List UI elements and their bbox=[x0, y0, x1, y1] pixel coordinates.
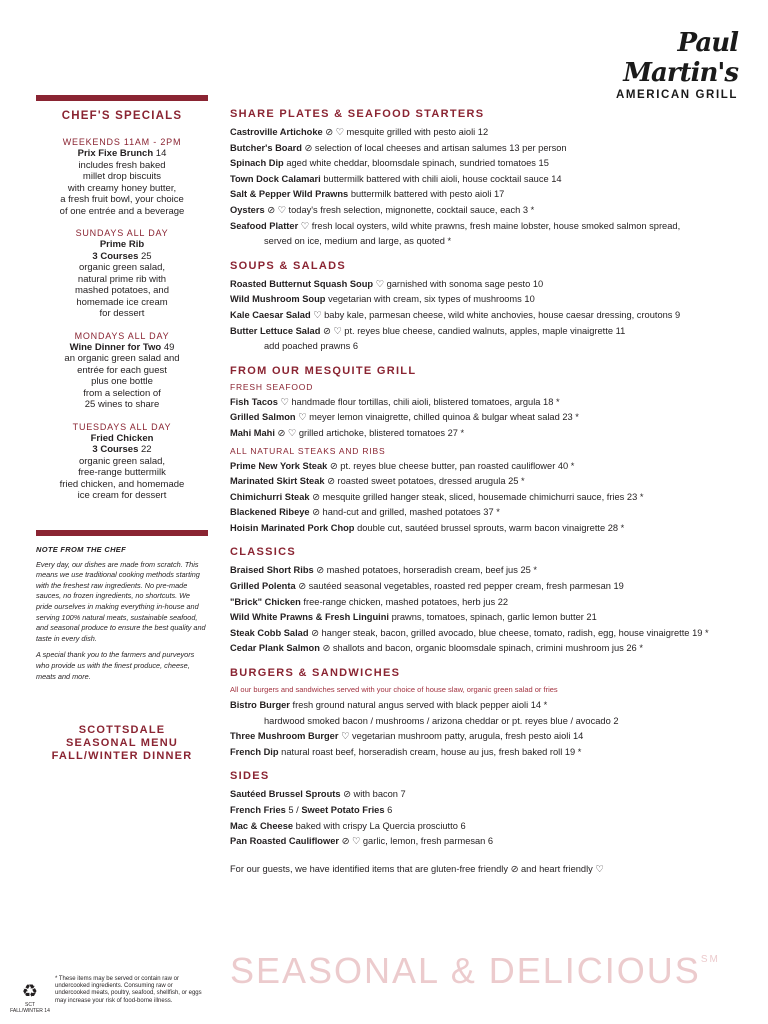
menu-item bbox=[230, 395, 750, 411]
menu-item-name: Blackened Ribeye bbox=[230, 507, 310, 518]
menu-item bbox=[230, 521, 750, 537]
menu-item-diet-icons: ♡ bbox=[338, 731, 352, 742]
menu-item-diet-icons: ⊘ bbox=[324, 476, 338, 487]
special-desc-line: fried chicken, and homemade bbox=[59, 478, 185, 490]
menu-item-description: with bacon 7 bbox=[353, 789, 406, 800]
menu-item-description: hanger steak, bacon, grilled avocado, blue cheese, tomato, radish, egg, house vinaigrette 19 * bbox=[321, 627, 709, 638]
menu-item bbox=[230, 595, 750, 611]
top-divider bbox=[36, 95, 208, 101]
menu-item-description: 6 bbox=[384, 805, 393, 815]
special-when: TUESDAYS ALL DAY bbox=[72, 421, 172, 432]
special-desc-line: mashed potatoes, and bbox=[74, 285, 169, 296]
chef-note-thanks: A special thank you to the farmers and purveyors who provide us with the finest produce, cheese, meats and more. bbox=[36, 650, 195, 681]
menu-item-name: Grilled Salmon bbox=[230, 412, 296, 423]
menu-item-name: Butter Lettuce Salad bbox=[230, 325, 321, 336]
special-item bbox=[36, 227, 208, 320]
special-courses: 3 Courses bbox=[92, 444, 139, 455]
section-title-grill: FROM OUR MESQUITE GRILL bbox=[230, 364, 417, 377]
menu-item-name: Kale Caesar Salad bbox=[230, 309, 311, 320]
mid-divider bbox=[36, 530, 208, 536]
section-title-sides: SIDES bbox=[230, 770, 270, 783]
menu-item-name: Town Dock Calamari bbox=[230, 173, 321, 184]
chef-note-title: NOTE FROM THE CHEF bbox=[36, 545, 126, 554]
menu-item-continuation: add poached prawns 6 bbox=[264, 341, 359, 352]
menu-item bbox=[230, 203, 750, 219]
menu-item-description: natural roast beef, horseradish cream, house au jus, fresh baked roll 19 * bbox=[281, 746, 582, 757]
menu-item-name: Oysters bbox=[230, 204, 265, 215]
menu-item-name: Sautéed Brussel Sprouts bbox=[230, 789, 341, 800]
special-when: MONDAYS ALL DAY bbox=[74, 330, 170, 341]
service-mark: SM bbox=[700, 954, 720, 965]
menu-item bbox=[230, 698, 750, 714]
seafood-list bbox=[230, 395, 750, 442]
chef-note bbox=[36, 545, 208, 688]
menu-item-name: Grilled Polenta bbox=[230, 581, 296, 592]
recycle-badge bbox=[8, 982, 52, 1014]
menu-item-description: vegetarian mushroom patty, arugula, fresh pesto aioli 14 bbox=[352, 731, 584, 742]
seasonal-menu-label bbox=[36, 724, 208, 763]
menu-item-description: hand-cut and grilled, mashed potatoes 37 * bbox=[322, 507, 500, 518]
recycle-label: SCT bbox=[25, 1002, 35, 1008]
subsection-fresh-seafood: FRESH SEAFOOD bbox=[230, 381, 314, 392]
section-title-starters: SHARE PLATES & SEAFOOD STARTERS bbox=[230, 108, 485, 120]
menu-item bbox=[230, 819, 750, 835]
menu-item-name: Seafood Platter bbox=[230, 220, 299, 231]
special-name-row bbox=[36, 433, 208, 445]
menu-item-name: French Dip bbox=[230, 746, 279, 757]
menu-item bbox=[230, 641, 750, 657]
menu-item bbox=[230, 505, 750, 521]
main-menu bbox=[230, 108, 750, 876]
menu-item-description: shallots and bacon, organic bloomsdale spinach, crimini mushroom jus 26 * bbox=[332, 643, 643, 654]
special-desc-line: from a selection of bbox=[83, 387, 161, 399]
menu-item bbox=[230, 745, 750, 761]
menu-item-diet-icons: ⊘ bbox=[340, 789, 354, 800]
menu-item bbox=[230, 610, 750, 626]
menu-item-name: Wild Mushroom Soup bbox=[230, 294, 326, 305]
tagline-text: SEASONAL & DELICIOUS bbox=[230, 950, 701, 991]
burgers-note: All our burgers and sandwiches served with your choice of house slaw, organic green salad or fries bbox=[230, 685, 558, 695]
special-desc-line: homemade ice cream bbox=[76, 296, 168, 308]
menu-item bbox=[230, 787, 750, 803]
special-desc-line: 25 wines to share bbox=[84, 399, 160, 410]
logo-subtitle: AMERICAN GRILL bbox=[615, 89, 738, 101]
menu-item-name: Steak Cobb Salad bbox=[230, 627, 309, 638]
seasonal-line: SEASONAL MENU bbox=[66, 737, 178, 749]
menu-item-diet-icons: ⊘ bbox=[301, 142, 315, 153]
section-title-burgers: BURGERS & SANDWICHES bbox=[230, 667, 401, 680]
menu-item bbox=[230, 324, 750, 340]
special-when: WEEKENDS 11AM - 2PM bbox=[62, 137, 182, 147]
menu-item-name: Bistro Burger bbox=[230, 700, 290, 711]
menu-item-diet-icons: ⊘ ♡ bbox=[320, 325, 345, 336]
menu-item-name: Wild White Prawns & Fresh Linguini bbox=[230, 612, 390, 623]
menu-item-description: handmade flour tortillas, chili aioli, blistered tomatoes, argula 18 * bbox=[291, 396, 560, 407]
menu-item-name: Three Mushroom Burger bbox=[230, 731, 339, 742]
menu-item-name: Pan Roasted Cauliflower bbox=[230, 836, 340, 847]
special-desc-line: organic green salad, bbox=[78, 262, 166, 273]
menu-item bbox=[230, 187, 750, 203]
menu-item-name: Salt & Pepper Wild Prawns bbox=[230, 189, 349, 200]
menu-item-diet-icons: ♡ bbox=[277, 396, 292, 407]
menu-item-description: vegetarian with cream, six types of mushrooms 10 bbox=[328, 294, 535, 305]
sides-list bbox=[230, 787, 750, 849]
menu-item-name: Mahi Mahi bbox=[230, 427, 275, 438]
menu-item-diet-icons: ⊘ bbox=[313, 565, 327, 576]
chef-note-paragraph: Every day, our dishes are made from scratch. This means we use traditional cooking methods starting with the freshest raw ingredients. No pre-made sauces, no frozen ingredients, no shortcuts. We pride ourselves in making everything in-house and serving 100% natural meats, sustainable seafood, and seasonal produce to ensure the best quality and taste in every dish. bbox=[36, 559, 206, 643]
section-title-soups: SOUPS & SALADS bbox=[230, 259, 346, 272]
menu-item-description: 5 / bbox=[288, 805, 302, 815]
menu-item-description: grilled artichoke, blistered tomatoes 27 * bbox=[298, 427, 465, 438]
menu-item-description: garnished with sonoma sage pesto 10 bbox=[386, 278, 544, 289]
special-price: 25 bbox=[141, 250, 152, 262]
menu-item bbox=[230, 156, 750, 172]
special-desc-line: free-range buttermilk bbox=[78, 467, 166, 478]
menu-item-description: today's fresh selection, mignonette, cocktail sauce, each 3 * bbox=[288, 204, 535, 215]
menu-item-description: prawns, tomatoes, spinach, garlic lemon butter 21 bbox=[391, 612, 597, 623]
menu-item-description: mashed potatoes, horseradish cream, beef jus 25 * bbox=[326, 565, 538, 576]
menu-item-description: buttermilk battered with chili aioli, house cocktail sauce 14 bbox=[323, 173, 562, 184]
special-desc-line: plus one bottle bbox=[91, 376, 153, 387]
special-courses: 3 Courses bbox=[92, 250, 139, 262]
special-name-row bbox=[36, 239, 208, 251]
menu-item-description: sautéed seasonal vegetables, roasted red pepper cream, fresh parmesan 19 bbox=[308, 581, 624, 592]
menu-item-description: roasted sweet potatoes, dressed arugula 25 * bbox=[337, 476, 525, 487]
logo bbox=[578, 28, 738, 101]
menu-item-diet-icons: ⊘ ♡ bbox=[274, 427, 299, 438]
menu-item-name: Hoisin Marinated Pork Chop bbox=[230, 522, 355, 533]
menu-item-name: Fish Tacos bbox=[230, 396, 278, 407]
menu-item-diet-icons: ⊘ bbox=[295, 581, 309, 592]
special-desc-line: of one entrée and a beverage bbox=[59, 205, 185, 217]
menu-item-description: meyer lemon vinaigrette, chilled quinoa & bulgar wheat salad 23 * bbox=[309, 412, 579, 423]
menu-item-diet-icons: ⊘ ♡ bbox=[339, 836, 363, 847]
special-desc-line: for dessert bbox=[99, 308, 145, 319]
season-code: FALL/WINTER 14 bbox=[10, 1008, 50, 1014]
menu-item-diet-icons: ♡ bbox=[373, 278, 387, 289]
menu-item-diet-icons: ⊘ ♡ bbox=[322, 127, 347, 137]
special-name: Prime Rib bbox=[99, 239, 145, 250]
steaks-list bbox=[230, 459, 750, 537]
menu-item-description: pt. reyes blue cheese, candied walnuts, apples, maple vinaigrette 11 bbox=[344, 325, 626, 336]
menu-item-description: mesquite grilled hanger steak, sliced, housemade chimichurri sauce, fries 23 * bbox=[322, 491, 644, 502]
menu-item bbox=[230, 459, 750, 475]
subsection-steaks: ALL NATURAL STEAKS AND RIBS bbox=[230, 445, 386, 456]
menu-item bbox=[230, 803, 750, 819]
menu-item-description: buttermilk battered with pesto aioli 17 bbox=[350, 189, 505, 200]
menu-item-name: Cedar Plank Salmon bbox=[230, 643, 320, 654]
special-courses-row bbox=[36, 251, 208, 263]
special-desc-line: a fresh fruit bowl, your choice bbox=[60, 194, 184, 205]
special-price: 49 bbox=[163, 341, 175, 353]
menu-item-diet-icons: ⊘ bbox=[309, 507, 323, 518]
menu-item-name: Roasted Butternut Squash Soup bbox=[230, 278, 374, 289]
seasonal-line: SCOTTSDALE bbox=[78, 724, 166, 736]
menu-item bbox=[230, 579, 750, 595]
menu-item-description: garlic, lemon, fresh parmesan 6 bbox=[362, 836, 494, 847]
menu-item bbox=[230, 426, 750, 442]
special-item bbox=[36, 421, 208, 502]
menu-item-name: Spinach Dip bbox=[230, 158, 284, 169]
logo-script: Paul Martin's bbox=[623, 28, 738, 88]
menu-item bbox=[230, 308, 750, 324]
special-name: Wine Dinner for Two bbox=[69, 341, 162, 353]
special-desc-line: natural prime rib with bbox=[77, 273, 167, 285]
menu-item-description: mesquite grilled with pesto aioli 12 bbox=[346, 127, 489, 137]
menu-item-name: Butcher's Board bbox=[230, 142, 302, 153]
menu-item bbox=[230, 277, 750, 293]
special-price: 22 bbox=[141, 444, 152, 455]
menu-item bbox=[230, 219, 750, 235]
menu-item-diet-icons: ⊘ bbox=[309, 491, 323, 502]
seasonal-line: FALL/WINTER DINNER bbox=[51, 750, 193, 762]
menu-item bbox=[230, 729, 750, 745]
special-desc-line: includes fresh baked bbox=[78, 159, 166, 171]
menu-item-description: free-range chicken, mashed potatoes, herb jus 22 bbox=[303, 596, 509, 607]
menu-item-name: French Fries bbox=[230, 805, 286, 815]
menu-item bbox=[230, 490, 750, 506]
special-desc-line: ice cream for dessert bbox=[77, 490, 167, 501]
burgers-list bbox=[230, 698, 750, 760]
special-item bbox=[36, 330, 208, 411]
menu-item-description: selection of local cheeses and artisan salumes 13 per person bbox=[314, 142, 567, 153]
menu-item bbox=[230, 474, 750, 490]
special-desc-line: entrée for each guest bbox=[77, 364, 167, 376]
menu-item-continuation: hardwood smoked bacon / mushrooms / arizona cheddar or pt. reyes blue / avocado 2 bbox=[264, 715, 619, 726]
menu-item bbox=[230, 410, 750, 426]
special-desc-line: an organic green salad and bbox=[64, 353, 180, 364]
menu-item-diet-icons: ⊘ bbox=[319, 643, 333, 654]
special-courses-row bbox=[36, 444, 208, 456]
raw-food-disclaimer: * These items may be served or contain raw or undercooked ingredients. Consuming raw or undercooked meats, poultry, seafood, shellfish, or eggs may increase your risk of food-borne illness. bbox=[55, 976, 202, 1004]
menu-item-description: fresh local oysters, wild white prawns, fresh maine lobster, house smoked salmon spread, bbox=[311, 220, 681, 231]
starters-list bbox=[230, 125, 750, 250]
chefs-specials-title: CHEF'S SPECIALS bbox=[61, 110, 183, 122]
menu-item bbox=[230, 834, 750, 850]
recycle-icon: ♻ bbox=[21, 981, 39, 1002]
menu-item bbox=[230, 141, 750, 157]
menu-item bbox=[230, 626, 750, 642]
special-name-row bbox=[36, 342, 208, 354]
soups-list bbox=[230, 277, 750, 355]
menu-item-name: Castroville Artichoke bbox=[230, 127, 323, 137]
menu-item-diet-icons: ♡ bbox=[298, 220, 312, 231]
chefs-specials bbox=[36, 110, 208, 512]
guest-legend-note: For our guests, we have identified items that are gluten-free friendly ⊘ and heart friendly ♡ bbox=[230, 863, 604, 874]
section-title-classics: CLASSICS bbox=[230, 546, 297, 559]
menu-item-name: Mac & Cheese bbox=[230, 820, 294, 831]
special-name: Fried Chicken bbox=[90, 432, 154, 444]
menu-item-name: Prime New York Steak bbox=[230, 460, 328, 471]
menu-item-description: double cut, sautéed brussel sprouts, warm bacon vinaigrette 28 * bbox=[357, 522, 625, 533]
menu-item bbox=[230, 172, 750, 188]
special-item bbox=[36, 136, 208, 217]
special-name-row bbox=[36, 148, 208, 160]
menu-item bbox=[230, 292, 750, 308]
menu-item-diet-icons: ⊘ ♡ bbox=[264, 204, 289, 215]
menu-item-diet-icons: ⊘ bbox=[308, 627, 322, 638]
specials-list bbox=[36, 136, 208, 502]
menu-item-description: baby kale, parmesan cheese, wild white anchovies, house caesar dressing, croutons 9 bbox=[324, 309, 681, 320]
special-when: SUNDAYS ALL DAY bbox=[75, 228, 169, 238]
menu-item bbox=[230, 563, 750, 579]
menu-item-description: fresh ground natural angus served with black pepper aioli 14 * bbox=[292, 700, 548, 711]
tagline bbox=[230, 950, 720, 992]
special-desc-line: organic green salad, bbox=[78, 455, 166, 467]
menu-item-name: Chimichurri Steak bbox=[230, 491, 310, 502]
special-name: Prix Fixe Brunch bbox=[77, 148, 154, 159]
menu-item-diet-icons: ⊘ bbox=[327, 460, 341, 471]
menu-item-continuation: served on ice, medium and large, as quoted * bbox=[264, 236, 452, 247]
menu-item-diet-icons: ♡ bbox=[310, 309, 325, 320]
menu-item-name: Marinated Skirt Steak bbox=[230, 476, 325, 487]
classics-list bbox=[230, 563, 750, 657]
special-price: 14 bbox=[155, 148, 167, 159]
menu-item-name: Braised Short Ribs bbox=[230, 565, 314, 576]
menu-item-name: "Brick" Chicken bbox=[230, 596, 301, 607]
special-desc-line: with creamy honey butter, bbox=[67, 182, 177, 194]
special-desc-line: millet drop biscuits bbox=[82, 171, 162, 182]
menu-item-description: baked with crispy La Quercia prosciutto 6 bbox=[295, 820, 466, 831]
menu-item-name: Sweet Potato Fries bbox=[301, 805, 385, 815]
menu-item bbox=[230, 125, 750, 141]
menu-item-description: pt. reyes blue cheese butter, pan roasted cauliflower 40 * bbox=[340, 460, 575, 471]
menu-item-diet-icons: ♡ bbox=[295, 412, 310, 423]
menu-item-description: aged white cheddar, bloomsdale spinach, sundried tomatoes 15 bbox=[286, 158, 549, 169]
